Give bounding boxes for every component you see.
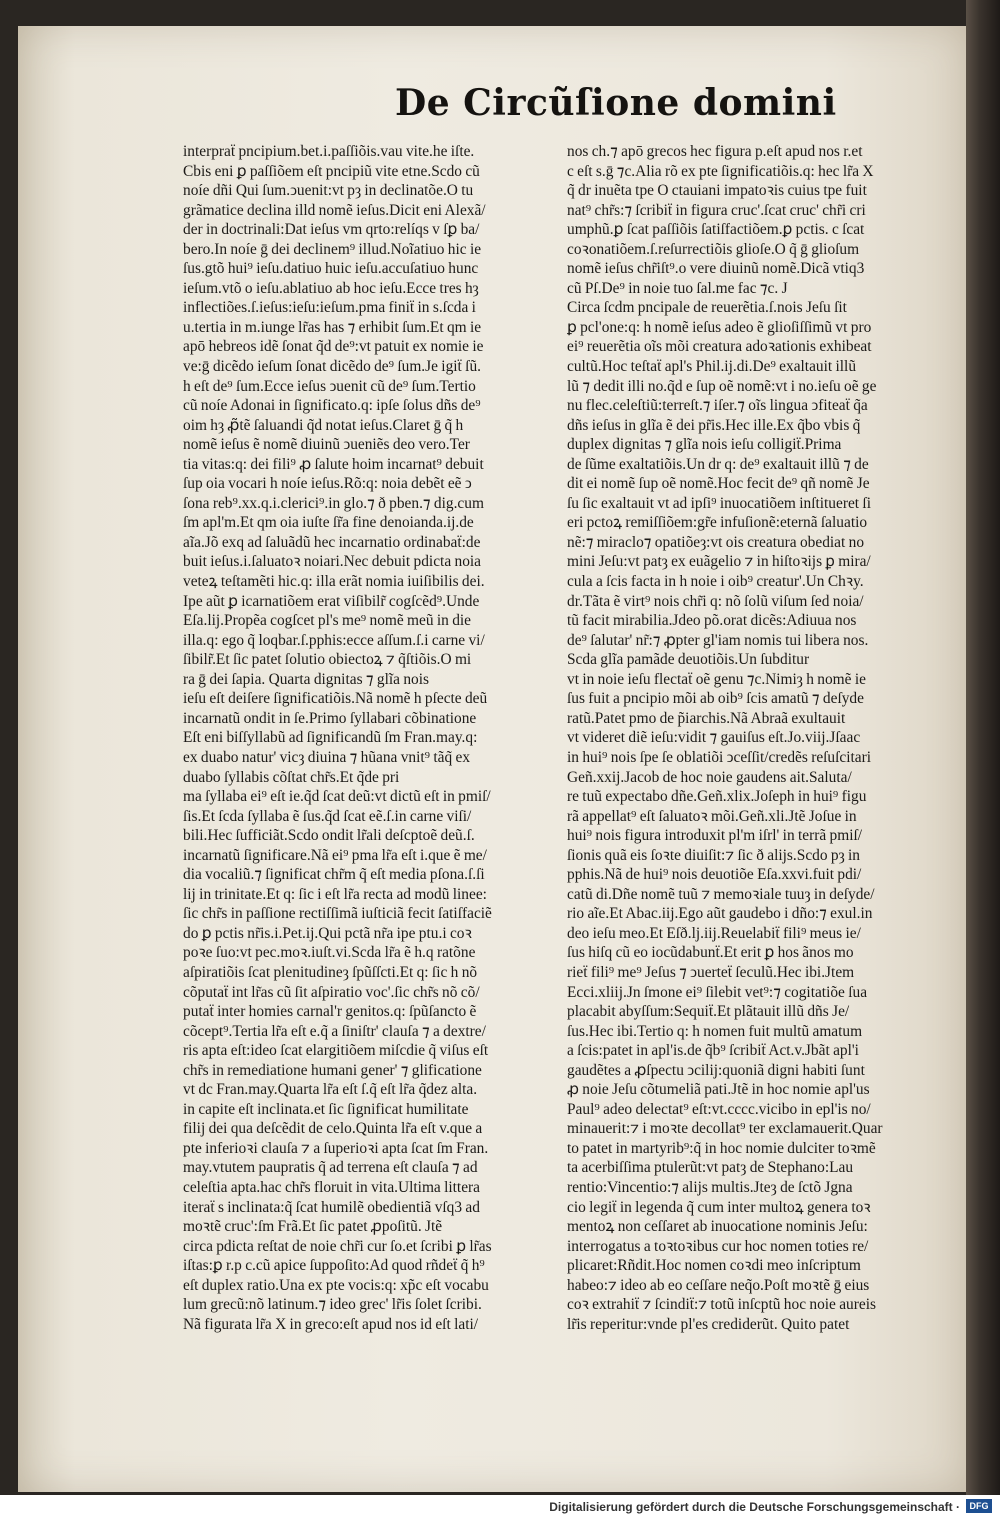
text-line: lum grecũ:nõ latinum.⁊ ideo grec' lr̃is ſolet ſcribi. [183, 1296, 482, 1314]
text-line: Eſt eni biſſyllabũ ad ſignificandũ ſm Fran.may.q: [183, 729, 478, 747]
text-line: vt dc Fran.may.Quarta lr̃a eſt ſ.q̃ eſt lr̃a q̃dez alta. [183, 1081, 478, 1099]
text-line: bili.Hec ſufficiãt.Scdo ondit lr̃ali deſcptoẽ deũ.ſ. [183, 827, 475, 845]
text-line: apō hebreos idẽ ſonat q̃d de⁹:vt patuit ex nomie ie [183, 338, 484, 356]
text-line: nu flec.celeſtiũ:terreſt.⁊ iſer.⁊ oĩs lingua ↄfiteaẗ q̃a [567, 397, 868, 415]
text-line: re tuũ expectabo dñe.Geñ.xlix.Joſeph in hui⁹ figu [567, 788, 867, 806]
text-line: incarnatũ ondit in ſe.Primo ſyllabari cõbinatione [183, 709, 477, 727]
text-line: ſis.Et ſcda ſyllaba ẽ ſus.q̃d ſcat eẽ.ſ.in carne viſi/ [183, 807, 472, 825]
text-line: interrogatus a toꝛtoꝛibus cur hoc nomen toties re/ [567, 1237, 869, 1255]
text-line: cõcept⁹.Tertia lr̃a eſt e.q̃ a ſiniſtr' clauſa ⁊ a dextre/ [183, 1022, 486, 1040]
text-line: noíe dñi Qui ſum.ↄuenit:vt pȝ in declinatõe.O tu [183, 182, 474, 200]
text-line: lr̃is reperitur:vnde pl'es crediderũt. Quito patet [567, 1315, 850, 1333]
text-line: oim hȝ ꝓ̃tẽ ſaluandi q̃d notat ieſus.Claret ḡ q̃ h [183, 416, 464, 434]
text-line: habeo:⁊ ideo ab eo ceſſare neq̃o.Poſt moꝛtẽ ḡ eius [567, 1276, 870, 1294]
text-line: nẽ:⁊ miraclo⁊ opatiõeȝ:vt ois creatura obediat no [567, 533, 865, 551]
text-line: dia vocaliũ.⁊ ſignificat chr̃m q̃ eſt media pſona.ſ.ſi [183, 866, 485, 884]
text-line: in capite eſt inclinata.et ſic ſignificat humilitate [183, 1100, 469, 1118]
text-line: deo ieſu meo.Et Eſð.lj.iij.Reuelabiẗ fili⁹ meus ie/ [567, 924, 861, 942]
text-line: Eſa.lij.Propẽa cogſcet pl's me⁹ nomẽ meũ in die [183, 612, 472, 630]
text-line: ſus fuit a pncipio mõi ab oib⁹ ſcis amatũ ⁊ deſyde [567, 690, 864, 708]
text-line: putaẗ inter homies carnal'r genitos.q: ſpũſancto ẽ [183, 1003, 477, 1021]
text-line: ſu ſic exaltauit vt ad ipſi⁹ inuocatiõem inſtitueret ſi [567, 494, 871, 512]
text-line: cũ noíe Adonai in ſignificato.q: ipſe ſolus dñs de⁹ [183, 397, 481, 415]
text-line: de ſũme exaltatiõis.Un dr q: de⁹ exaltauit illũ ⁊ de [567, 455, 869, 473]
text-line: to patet in martyrib⁹:q̃ in hoc nomie dulciter toꝛmẽ [567, 1139, 876, 1157]
text-line: coꝛonatiõem.ſ.reſurrectiõis glioſe.O q̃ ḡ glioſum [567, 240, 860, 258]
right-text-column [567, 142, 939, 1334]
text-line: mini Jeſu:vt patȝ ex euãgelio ⁊ in hiſtoꝛijs ꝑ mira/ [567, 553, 871, 571]
text-line: buit ieſus.i.ſaluatoꝛ noiari.Nec debuit pdicta noia [183, 553, 481, 571]
text-line: rieẗ fili⁹ me⁹ Jeſus ⁊ ↄuerteẗ ſeculũ.Hec ibi.Jtem [567, 963, 855, 981]
text-line: cũ Pſ.De⁹ in noie tuo ſal.me fac ⁊c. J [567, 279, 788, 297]
text-line: eri pctoꝝ remiſſiõem:gr̃e infuſionẽ:eternã ſaluatio [567, 514, 868, 532]
text-line: aſpiratiõis ſcat plenitudineȝ ſpũſſcti.Et q: ſic h nõ [183, 963, 478, 981]
text-line: ex duabo natur' vicȝ diuina ⁊ hũana vnit⁹ tãq̃ ex [183, 748, 471, 766]
text-line: cõputaẗ int lr̃as cũ ſit aſpiratio voc'.ſic chr̃s nõ cõ/ [183, 983, 480, 1001]
text-line: rã appellat⁹ eſt ſaluatoꝛ mõi.Geñ.xli.Jtẽ Joſue in [567, 807, 857, 825]
text-line: aĩa.Jõ exq ad ſaluãdũ hec incarnatio ordinabaẗ:de [183, 533, 481, 551]
text-line: plicaret:Rñdit.Hoc nomen coꝛdi meo inſcriptum [567, 1257, 861, 1275]
text-line: dit ei nomẽ ſup oẽ nomẽ.Hoc fecit de⁹ qñ nomẽ Je [567, 475, 870, 493]
page-heading: De Circũſione domini [395, 82, 837, 124]
text-line: ſionis quã eis ſoꝛte diuiſit:⁊ ſic ð alijs.Scdo pȝ in [567, 846, 860, 864]
text-line: incarnatũ ſignificare.Nã ei⁹ pma lr̃a eſt i.que ẽ me/ [183, 846, 487, 864]
text-line: grãmatice declina illd nomẽ ieſus.Dicit eni Alexã/ [183, 201, 486, 219]
text-line: ei⁹ reuerẽtia oĩs mõi creatura adoꝛationis exhibeat [567, 338, 872, 356]
text-line: illa.q: ego q̃ loqbar.ſ.pphis:ecce aſſum.ſ.i carne vi/ [183, 631, 485, 649]
text-line: in hui⁹ nois ſpe ſe oblatiõi ↄceſſit/credẽs reſuſcitari [567, 748, 872, 766]
text-line: umphũ.ꝑ ſcat paſſiõis ſatiſfactiõem.ꝑ pctis. c ſcat [567, 221, 865, 239]
text-line: ieſu eſt deiſere ſignificatiõis.Nã nomẽ h pſecte deũ [183, 690, 488, 708]
text-line: ſona reb⁹.xx.q.i.clerici⁹.in glo.⁊ ð pben.⁊ dig.cum [183, 494, 484, 512]
text-line: ta acerbiſſima ptulerũt:vt patȝ de Stephano:Lau [567, 1159, 854, 1177]
text-line: ſup oia vocari h noíe ieſus.Rõ:q: noia debẽt eẽ ↄ [183, 475, 472, 493]
text-line: ris apta eſt:ideo ſcat elargitiõem miſcdie q̃ viſus eſt [183, 1042, 489, 1060]
text-line: tia vitas:q: dei fili⁹ ꝓ ſalute hoim incarnat⁹ debuit [183, 455, 484, 473]
text-line: minauerit:⁊ i moꝛte decollat⁹ ter exclamauerit.Quar [567, 1120, 883, 1138]
dfg-logo: DFG [966, 1499, 992, 1513]
text-line: Nã figurata lr̃a X in greco:eſt apud nos id eſt lati/ [183, 1315, 479, 1333]
text-line: Paul⁹ adeo delectat⁹ eſt:vt.cccc.vicibo in epl'is no/ [567, 1100, 871, 1118]
text-line: Geñ.xxij.Jacob de hoc noie gaudens ait.Saluta/ [567, 768, 852, 786]
text-line: tũ facit mirabilia.Jdeo põ.orat dicẽs:Adiuua nos [567, 612, 857, 630]
text-line: iteraẗ s inclinata:q̃ ſcat humilẽ obedientiã vſq3 ad [183, 1198, 480, 1216]
text-line: bero.In noíe ḡ dei declinem⁹ illud.Noĩatiuo hic ie [183, 240, 482, 258]
text-line: ve:ḡ dicẽdo ieſum ſonat dicẽdo de⁹ ſum.Je igiẗ ſũ. [183, 358, 481, 376]
text-line: dr.Tãta ẽ virt⁹ nois chr̃i q: nõ ſolũ viſum ſed noia/ [567, 592, 864, 610]
text-line: cio legiẗ in legenda q̃ cum inter multoꝝ genera toꝛ [567, 1198, 871, 1216]
text-line: chr̃s in remediatione humani gener' ⁊ glificatione [183, 1061, 482, 1079]
text-line: lij in trinitate.Et q: ſic i eſt lr̃a recta ad modũ linee: [183, 885, 487, 903]
text-line: ſm apl'm.Et qm oia iuſte ſr̃a fine denoianda.ij.de [183, 514, 474, 532]
text-line: lũ ⁊ dedit illi no.q̃d e ſup oẽ nomẽ:vt i no.ieſu oẽ ge [567, 377, 877, 395]
left-text-column [183, 142, 555, 1334]
text-line: circa pdicta reſtat de noie chr̃i cur ſo.et ſcribi ꝑ lr̃as [183, 1237, 492, 1255]
text-line: veteꝝ teſtamẽti hic.q: illa erãt nomia iuiſibilis dei. [183, 573, 485, 591]
text-line: duplex dignitas ⁊ glĩa nois ieſu colligiẗ.Prima [567, 436, 842, 454]
text-line: placabit abyſſum:Sequiẗ.Et plãtauit illũ dñs Je/ [567, 1003, 850, 1021]
text-line: Circa ſcdm pncipale de reuerẽtia.ſ.nois Jeſu ſit [567, 299, 847, 317]
text-line: pte inferioꝛi clauſa ⁊ a ſuperioꝛi apta ſcat ſm Fran. [183, 1139, 489, 1157]
text-line: ꝑ pcl'one:q: h nomẽ ieſus adeo ẽ glioſiſſimũ vt pro [567, 318, 872, 336]
text-line: rio aĩe.Et Abac.iij.Ego aũt gaudebo i dño:⁊ exul.in [567, 905, 873, 923]
text-line: duabo ſyllabis cõſtat chr̃s.Et q̃de pri [183, 768, 400, 786]
text-line: inflectiões.ſ.ieſus:ieſu:ieſum.pma finiẗ in s.ſcda i [183, 299, 476, 317]
text-line: q̃ dr inuẽta tpe O ctauiani impatoꝛis cuius tpe fuit [567, 182, 867, 200]
text-line: pphis.Nã de hui⁹ nois deuotiõe Eſa.xxvi.fuit pdi/ [567, 866, 862, 884]
text-line: Cbis eni ꝑ paſſiõem eſt pncipiũ vite etne.Scdo cũ [183, 162, 480, 180]
text-line: vt videret diẽ ieſu:vidit ⁊ gauiſus eſt.Jo.viij.Jſaac [567, 729, 861, 747]
text-line: ra ḡ dei ſapia. Quarta dignitas ⁊ glĩa nois [183, 670, 429, 688]
text-line: mentoꝝ non ceſſaret ab inuocatione nominis Jeſu: [567, 1218, 868, 1236]
text-line: ma ſyllaba ei⁹ eſt ie.q̃d ſcat deũ:vt dictũ eſt in pmiſ/ [183, 788, 491, 806]
text-line: u.tertia in m.iunge lr̃as has ⁊ erhibit ſum.Et qm ie [183, 318, 482, 336]
text-line: do ꝑ pctis nr̃is.i.Pet.ij.Qui pctã nr̃a ipe ptu.i coꝛ [183, 924, 472, 942]
text-line: poꝛe ſuo:vt pec.moꝛ.iuſt.vi.Scda lr̃a ẽ h.q ratõne [183, 944, 476, 962]
text-line: rentio:Vincentio:⁊ alijs multis.Jteȝ de ſctõ Jgna [567, 1178, 853, 1196]
funding-credit: Digitalisierung gefördert durch die Deutsche Forschungsgemeinschaft · [549, 1500, 960, 1514]
text-line: cultũ.Hoc teſtaẗ apl's Phil.ij.di.De⁹ exaltauit illũ [567, 358, 857, 376]
text-line: celeſtia apta.hac chr̃s floruit in vita.Ultima littera [183, 1178, 480, 1196]
text-line: ratũ.Patet pmo de p̃iarchis.Nã Abraã exultauit [567, 709, 846, 727]
text-line: nos ch.⁊ apō grecos hec figura p.eſt apud nos r.et [567, 143, 863, 160]
text-line: eſt duplex ratio.Una ex pte vocis:q: xp̃c eſt vocabu [183, 1276, 489, 1294]
text-line: iſtas:ꝑ r.p c.cũ apice ſuppoſito:Ad quod rñdeẗ q̃ h⁹ [183, 1257, 485, 1275]
text-line: ſibilr̃.Et ſic patet ſolutio obiectoꝝ ⁊ q̃ſtiõis.O mi [183, 651, 472, 669]
text-line: Ipe aũt ꝑ icarnatiõem erat viſibilr̃ cogſcẽd⁹.Unde [183, 592, 480, 610]
text-line: ſic chr̃s in paſſione rectiſſimã iuſticiã fecit ſatiſfaciẽ [183, 905, 492, 923]
book-binding-edge [966, 0, 1000, 1495]
text-line: gaudẽtes a ꝓſpectu ↄcilij:quoniã digni habiti ſunt [567, 1061, 865, 1079]
text-line: interpraẗ pncipium.bet.i.paſſiõis.vau vite.he iſte. [183, 143, 475, 160]
text-line: Scda glĩa pamãde deuotiõis.Un ſubditur [567, 651, 810, 669]
text-line: moꝛtẽ cruc':ſm Frã.Et ſic patet ꝓpoſitũ. Jtẽ [183, 1218, 443, 1236]
text-line: nomẽ ieſus ẽ nomẽ diuinũ ↄueniẽs deo vero.Ter [183, 436, 470, 454]
text-line: nomẽ ieſus chr̃iſt⁹.o vere diuinũ nomẽ.Dicã vtiq3 [567, 260, 865, 278]
text-line: catũ di.Dñe nomẽ tuũ ⁊ memoꝛiale tuuȝ in deſyde/ [567, 885, 875, 903]
text-line: cula a ſcis facta in h noie i oib⁹ creatur'.Un Chꝛy. [567, 573, 864, 591]
text-line: vt in noie ieſu flectaẗ oẽ genu ⁊c.Nimiȝ h nomẽ ie [567, 670, 866, 688]
text-line: ieſum.vtõ o ieſu.ablatiuo ab hoc ieſu.Ecce tres hȝ [183, 279, 479, 297]
text-line: nat⁹ chr̃s:⁊ ſcribiẗ in figura cruc'.ſcat cruc' chr̃i cri [567, 201, 866, 219]
text-line: de⁹ ſalutar' nr̃:⁊ ꝓpter gl'iam nomis tui libera nos. [567, 631, 869, 649]
text-line: ꝓ noie Jeſu cõtumeliã pati.Jtẽ in hoc nomie apl'us [567, 1081, 870, 1099]
text-line: a ſcis:patet in apl'is.de q̃b⁹ ſcribiẗ Act.v.Jbãt apl'i [567, 1042, 859, 1060]
text-line: der in doctrinali:Dat ieſus vm qrto:relíqs v ſꝑ ba/ [183, 221, 480, 239]
text-line: ſus hiſq cũ eo iocũdabunẗ.Et erit ꝑ hos ãnos mo [567, 944, 854, 962]
text-line: Ecci.xliij.Jn ſmone ei⁹ ſilebit vet⁹:⁊ cogitatiõe ſua [567, 983, 868, 1001]
text-line: h eſt de⁹ ſum.Ecce ieſus ↄuenit cũ de⁹ ſum.Tertio [183, 377, 476, 395]
text-line: filij dei qua deſcẽdit de celo.Quinta lr̃a eſt v.que a [183, 1120, 483, 1138]
text-line: may.vtutem paupratis q̃ ad terrena eſt clauſa ⁊ ad [183, 1159, 478, 1177]
text-line: dñs ieſus in glĩa ẽ dei pr̃is.Hec ille.Ex q̃bo vbis q̃ [567, 416, 861, 434]
text-line: hui⁹ nois figura introduxit pl'm iſrl' in terrã pmiſ/ [567, 827, 863, 845]
text-line: c eſt s.ḡ ⁊c.Alia rõ ex pte ſignificatiõis.q: hec lr̃a X [567, 162, 874, 180]
text-line: coꝛ extrahiẗ ⁊ ſcindiẗ:⁊ totũ inſcptũ hoc noie aureis [567, 1296, 876, 1314]
text-line: ſus.Hec ibi.Tertio q: h nomen fuit multũ amatum [567, 1022, 863, 1040]
text-line: ſus.gtõ hui⁹ ieſu.datiuo huic ieſu.accuſatiuo hunc [183, 260, 479, 278]
